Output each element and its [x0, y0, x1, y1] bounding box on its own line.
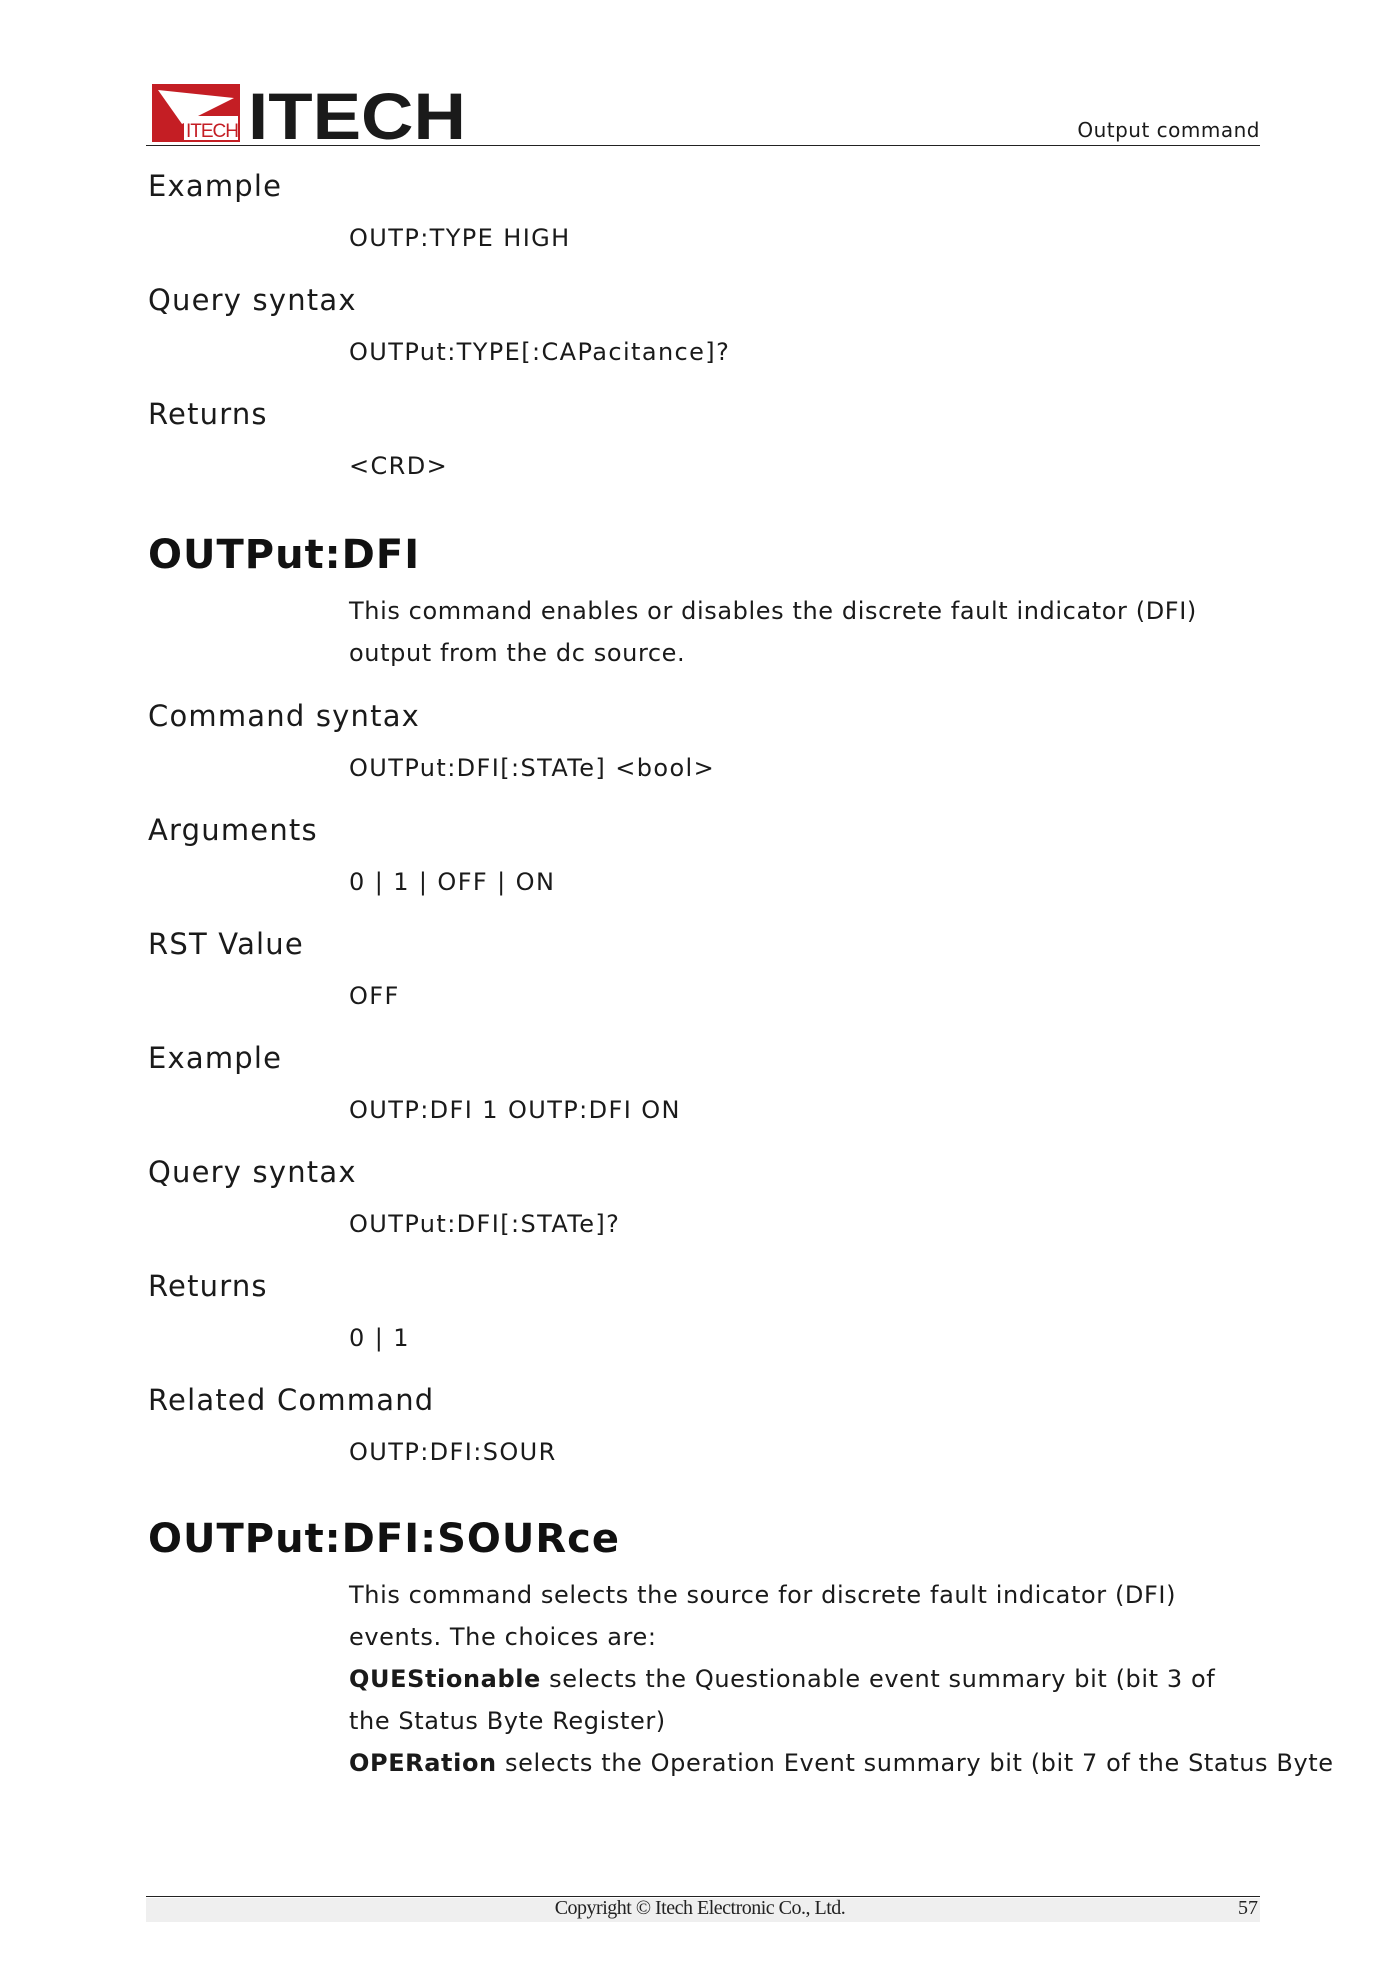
label-rst-value: RST Value: [148, 927, 304, 961]
label-related-command: Related Command: [148, 1383, 435, 1417]
dfi-command-syntax: [148, 696, 1260, 786]
top-example: [148, 166, 1260, 256]
label-returns: Returns: [148, 397, 268, 431]
dfi-source-description: This command selects the source for discrete fault indicator (DFI) events. The choices are:: [349, 1581, 1177, 1651]
section-title: Output command: [1077, 118, 1260, 142]
label-arguments: Arguments: [148, 813, 318, 847]
top-returns: [148, 394, 1260, 484]
value-rst-value: OFF: [349, 982, 400, 1010]
value-example: OUTP:TYPE HIGH: [349, 224, 571, 252]
label-returns-dfi: Returns: [148, 1269, 268, 1303]
dfi-returns: [148, 1266, 1260, 1356]
label-query-syntax: Query syntax: [148, 283, 357, 317]
value-related-command: OUTP:DFI:SOUR: [349, 1438, 557, 1466]
label-example-dfi: Example: [148, 1041, 283, 1075]
copyright-text: Copyright © Itech Electronic Co., Ltd.: [554, 1897, 846, 1919]
label-query-syntax-dfi: Query syntax: [148, 1155, 357, 1189]
option-operation: [349, 1742, 1334, 1784]
option-questionable: [349, 1658, 1260, 1742]
header-divider: [146, 145, 1260, 146]
dfi-example: [148, 1038, 1260, 1128]
option-operation-text: selects the Operation Event summary bit (bit 7 of the Status Byte: [496, 1749, 1334, 1777]
itech-logo: [152, 84, 468, 142]
value-returns: <CRD>: [349, 452, 449, 480]
option-questionable-term: QUEStionable: [349, 1665, 541, 1693]
logo-wordmark: ITECH: [248, 84, 466, 142]
dfi-rst-value: [148, 924, 1260, 1014]
page-number: 57: [1238, 1897, 1258, 1919]
value-returns-dfi: 0 | 1: [349, 1324, 410, 1352]
document-body: [148, 160, 1334, 1784]
value-arguments: 0 | 1 | OFF | ON: [349, 868, 556, 896]
dfi-related-command: [148, 1380, 1260, 1470]
logo-mark-text: ITECH: [186, 121, 238, 142]
heading-outp-dfi-source: OUTPut:DFI:SOURce: [148, 1516, 621, 1562]
value-example-dfi: OUTP:DFI 1 OUTP:DFI ON: [349, 1096, 681, 1124]
option-questionable-text: selects the Questionable event summary bit (bit 3 of the Status Byte Register): [349, 1665, 1216, 1735]
value-query-syntax: OUTPut:TYPE[:CAPacitance]?: [349, 338, 731, 366]
dfi-description: This command enables or disables the discrete fault indicator (DFI) output from the dc source.: [349, 597, 1197, 667]
label-example: Example: [148, 169, 283, 203]
dfi-query-syntax: [148, 1152, 1260, 1242]
heading-outp-dfi: OUTPut:DFI: [148, 532, 421, 578]
label-command-syntax: Command syntax: [148, 699, 421, 733]
option-operation-term: OPERation: [349, 1749, 497, 1777]
value-command-syntax: OUTPut:DFI[:STATe] <bool>: [349, 754, 716, 782]
top-query-syntax: [148, 280, 1260, 370]
dfi-arguments: [148, 810, 1260, 900]
value-query-syntax-dfi: OUTPut:DFI[:STATe]?: [349, 1210, 621, 1238]
